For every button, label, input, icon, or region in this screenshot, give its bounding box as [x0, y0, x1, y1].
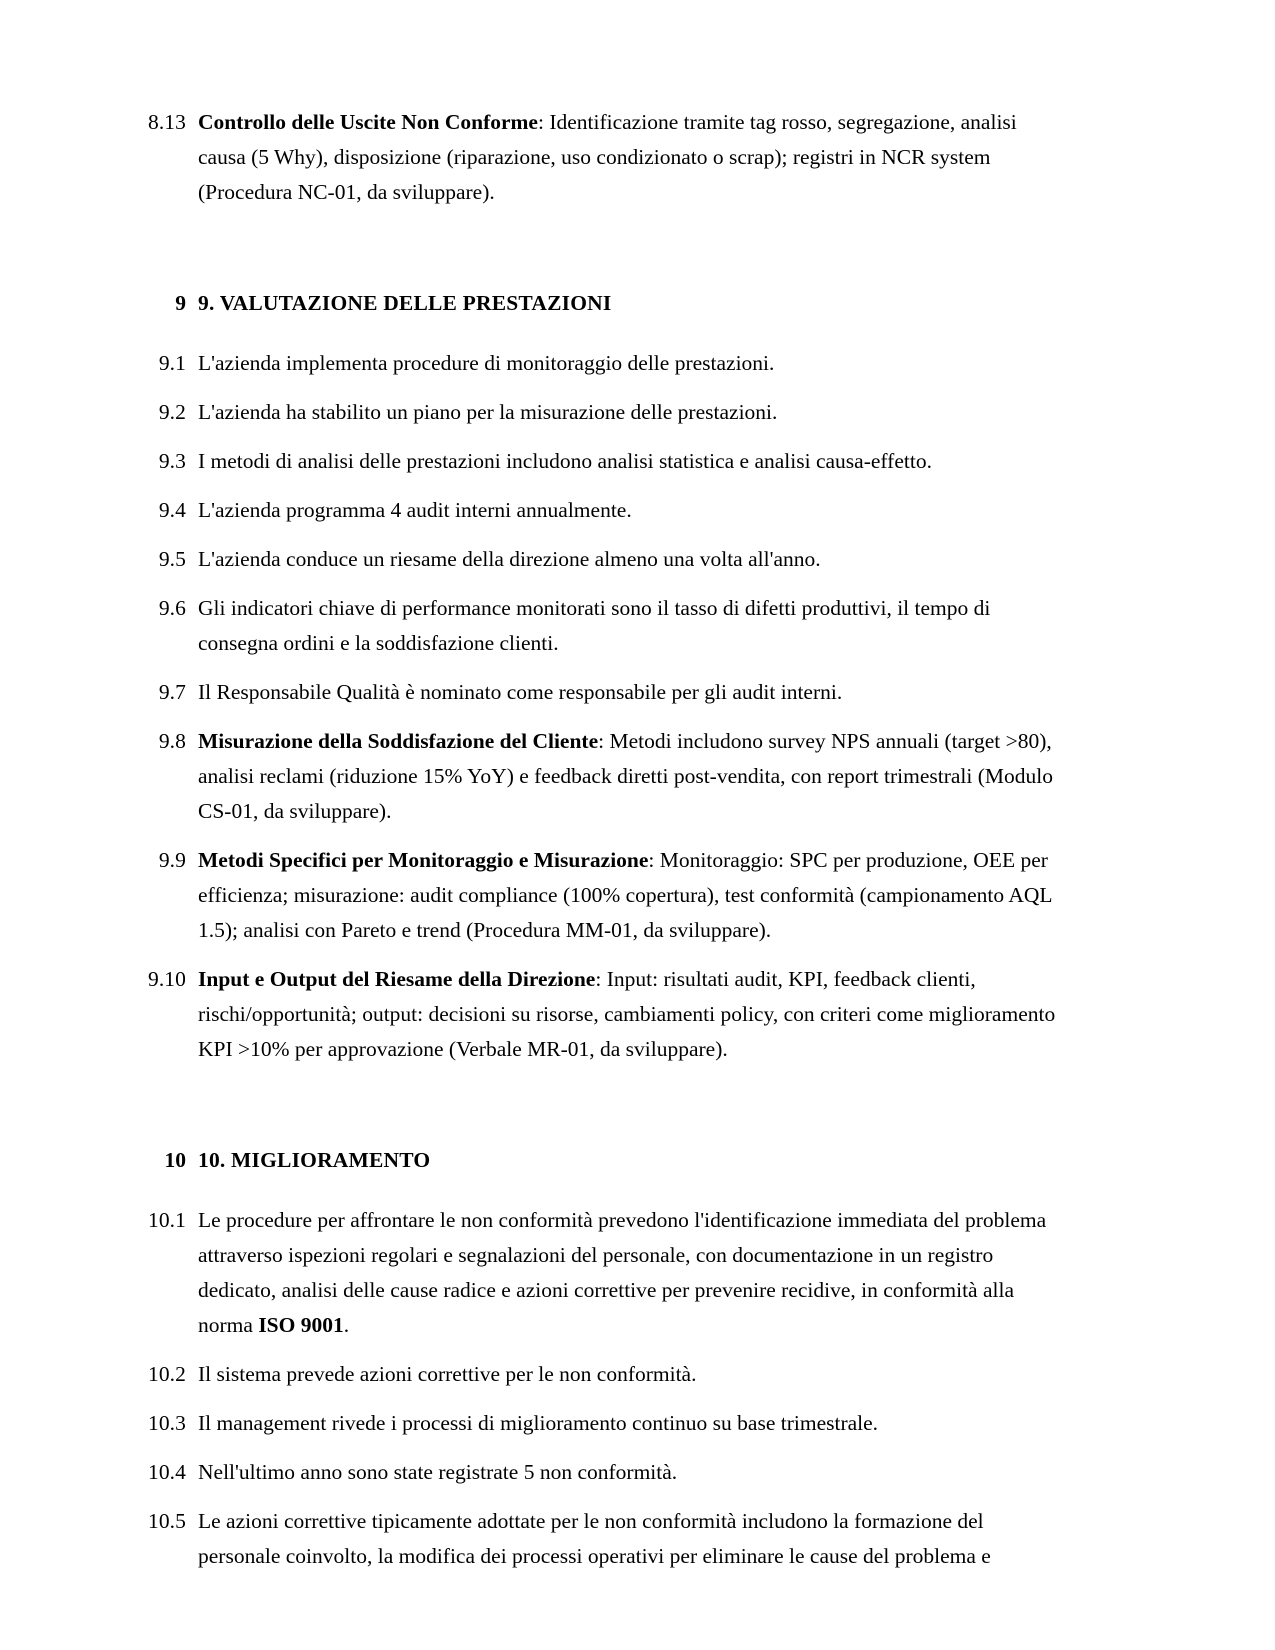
section-heading-10 [128, 1143, 1068, 1177]
clause-text [186, 843, 1068, 948]
spacer [128, 577, 1068, 591]
clause-number: 9.4 [158, 498, 186, 522]
clause-number: 9.2 [158, 400, 186, 424]
clause-number: 9.3 [158, 449, 186, 473]
clause-number: 9.9 [158, 848, 186, 872]
clause-body-text: : Metodi includono survey NPS annuali (target >80), analisi reclami (riduzione 15% YoY) e feedback diretti post-vendita, con report trimestrali (Modulo CS-01, da sviluppare). [198, 729, 1053, 823]
section-title: 10. MIGLIORAMENTO [198, 1148, 431, 1172]
clause-lead-term: Controllo delle Uscite Non Conforme [198, 110, 538, 134]
spacer [128, 210, 1068, 286]
clause-body-text: : Identificazione tramite tag rosso, segregazione, analisi causa (5 Why), disposizione (riparazione, uso condizionato o scrap); registri in NCR system (Procedura NC-01, da sviluppare). [198, 110, 1017, 204]
clause-text: L'azienda ha stabilito un piano per la misurazione delle prestazioni. [198, 400, 778, 424]
clause-number: 9.6 [158, 596, 186, 620]
clause-9-5 [128, 542, 1068, 577]
spacer [128, 829, 1068, 843]
spacer [128, 479, 1068, 493]
clause-text: L'azienda programma 4 audit interni annualmente. [198, 498, 632, 522]
spacer [128, 1441, 1068, 1455]
clause-number: 9.10 [147, 967, 186, 991]
clause-body-text: : Input: risultati audit, KPI, feedback clienti, rischi/opportunità; output: decisioni su risorse, cambiamenti policy, con criteri come miglioramento KPI >10% per approvazione (Verbale MR-01, da sviluppare). [198, 967, 1056, 1061]
standard-reference: ISO 9001 [258, 1313, 344, 1337]
clause-9-10 [128, 962, 1068, 1067]
clause-number: 10.5 [147, 1509, 186, 1533]
clause-number: 9.1 [158, 351, 186, 375]
clause-9-1 [128, 346, 1068, 381]
clause-number: 9.5 [158, 547, 186, 571]
clause-body-text: : Monitoraggio: SPC per produzione, OEE per efficienza; misurazione: audit compliance (100% copertura), test conformità (campionamento AQL 1.5); analisi con Pareto e trend (Procedura MM-01, da sviluppare). [198, 848, 1052, 942]
clause-number: 9.7 [158, 680, 186, 704]
clause-number: 10.2 [147, 1362, 186, 1386]
spacer [128, 528, 1068, 542]
clause-number: 10.1 [147, 1208, 186, 1232]
clause-10-2 [128, 1357, 1068, 1392]
clause-number: 10.3 [147, 1411, 186, 1435]
spacer [128, 1343, 1068, 1357]
spacer [128, 1392, 1068, 1406]
clause-text [186, 105, 1068, 210]
clause-9-6 [128, 591, 1068, 661]
clause-text: Il Responsabile Qualità è nominato come responsabile per gli audit interni. [198, 680, 843, 704]
clause-10-3 [128, 1406, 1068, 1441]
clause-lead-term: Misurazione della Soddisfazione del Cliente [198, 729, 599, 753]
clause-text [186, 962, 1068, 1067]
section-heading-9 [128, 286, 1068, 320]
section-number: 10 [164, 1148, 186, 1172]
spacer [128, 1067, 1068, 1143]
clause-number: 8.13 [147, 110, 186, 134]
clause-9-3 [128, 444, 1068, 479]
clause-text: I metodi di analisi delle prestazioni includono analisi statistica e analisi causa-effetto. [198, 449, 932, 473]
clause-body-text: Le procedure per affrontare le non conformità prevedono l'identificazione immediata del problema attraverso ispezioni regolari e segnalazioni del personale, con documentazione in un registro dedicato, analisi delle cause radice e azioni correttive per prevenire recidive, in conformità alla norma [198, 1208, 1047, 1337]
clause-9-2 [128, 395, 1068, 430]
spacer [128, 1177, 1068, 1203]
section-number: 9 [175, 291, 186, 315]
section-title: 9. VALUTAZIONE DELLE PRESTAZIONI [198, 291, 612, 315]
clause-8-13 [128, 105, 1068, 210]
clause-text: Il sistema prevede azioni correttive per le non conformità. [198, 1362, 697, 1386]
clause-10-5 [128, 1504, 1068, 1574]
clause-number: 10.4 [147, 1460, 186, 1484]
spacer [128, 320, 1068, 346]
clause-text: L'azienda conduce un riesame della direzione almeno una volta all'anno. [198, 547, 821, 571]
spacer [128, 1490, 1068, 1504]
clause-9-9 [128, 843, 1068, 948]
spacer [128, 430, 1068, 444]
clause-10-4 [128, 1455, 1068, 1490]
clause-9-4 [128, 493, 1068, 528]
clause-text: Gli indicatori chiave di performance monitorati sono il tasso di difetti produttivi, il tempo di consegna ordini e la soddisfazione clienti. [198, 596, 991, 655]
clause-text: L'azienda implementa procedure di monitoraggio delle prestazioni. [198, 351, 775, 375]
clause-9-7 [128, 675, 1068, 710]
clause-9-8 [128, 724, 1068, 829]
clause-text: Il management rivede i processi di miglioramento continuo su base trimestrale. [198, 1411, 879, 1435]
clause-lead-term: Metodi Specifici per Monitoraggio e Misurazione [198, 848, 649, 872]
spacer [128, 661, 1068, 675]
clause-text: Nell'ultimo anno sono state registrate 5 non conformità. [198, 1460, 678, 1484]
clause-10-1 [128, 1203, 1068, 1343]
clause-text [186, 724, 1068, 829]
clause-body-text-tail: . [343, 1313, 350, 1337]
spacer [128, 710, 1068, 724]
spacer [128, 948, 1068, 962]
clause-lead-term: Input e Output del Riesame della Direzione [198, 967, 596, 991]
clause-text: Le azioni correttive tipicamente adottate per le non conformità includono la formazione del personale coinvolto, la modifica dei processi operativi per eliminare le cause del problema e [198, 1509, 991, 1568]
spacer [128, 381, 1068, 395]
clause-text [186, 1203, 1068, 1343]
document-body [128, 105, 1068, 1574]
clause-number: 9.8 [158, 729, 186, 753]
